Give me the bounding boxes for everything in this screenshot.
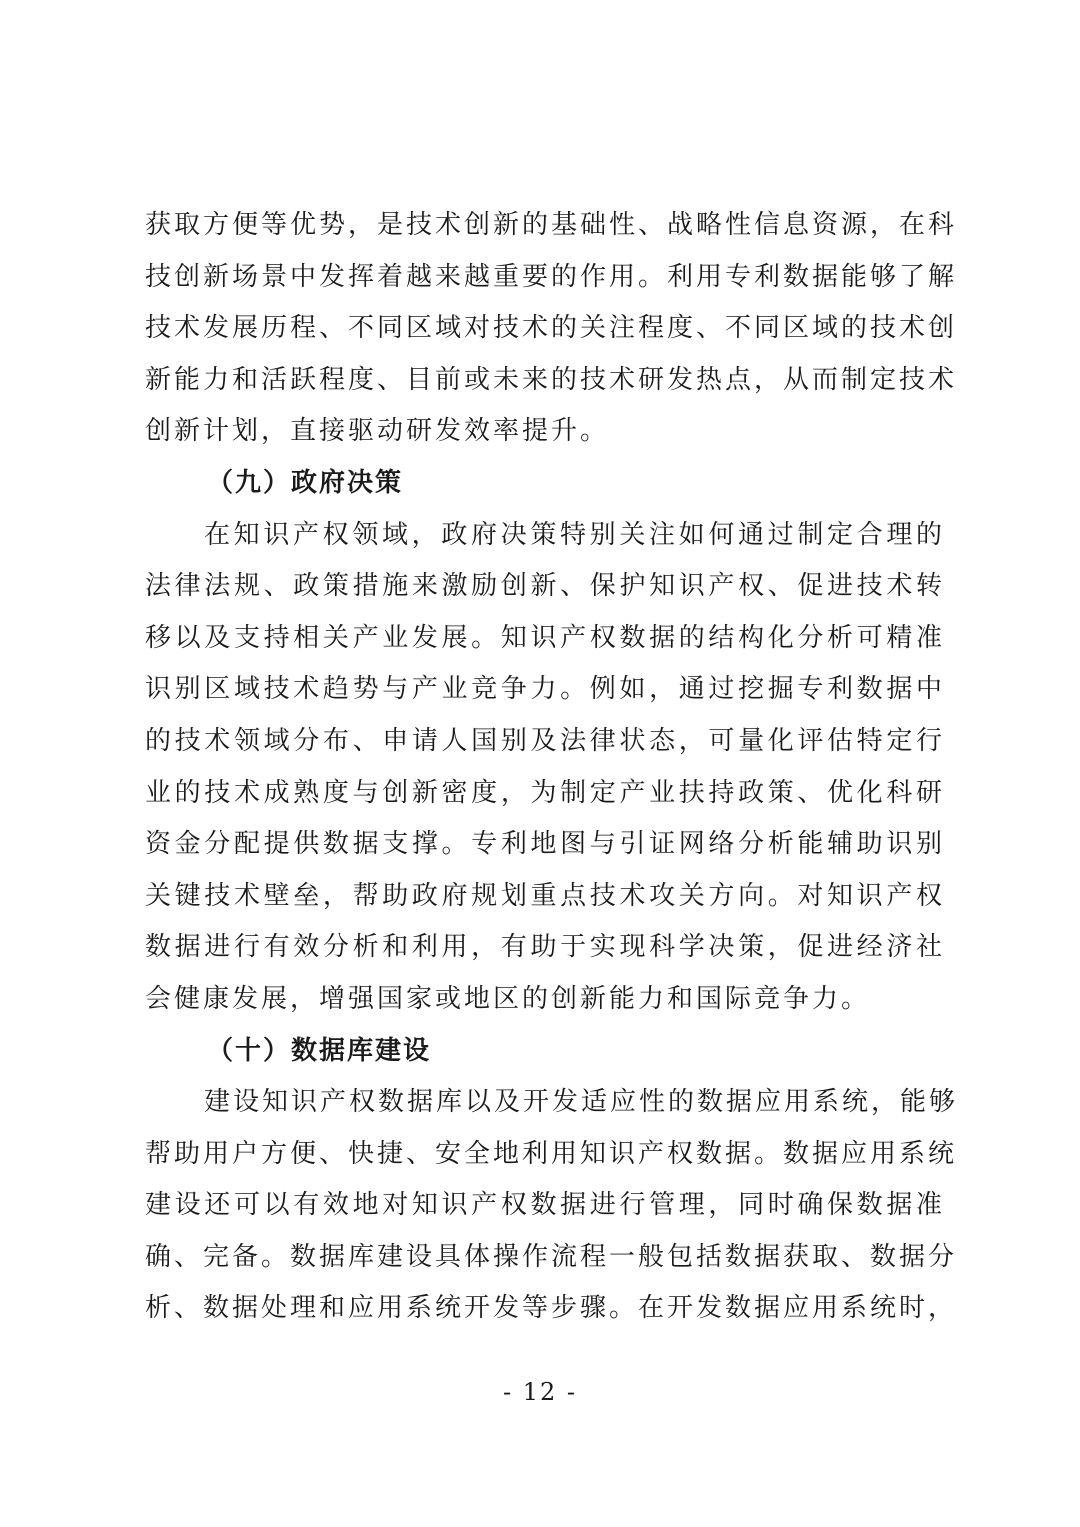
- paragraph-government-decision: [145, 510, 945, 1026]
- text-line: 新能力和活跃程度、目前或未来的技术研发热点，从而制定技术: [145, 364, 958, 395]
- text-line: 识别区域技术趋势与产业竞争力。例如，通过挖掘专利数据中: [145, 674, 945, 705]
- text-line: 析、数据处理和应用系统开发等步骤。在开发数据应用系统时，: [145, 1293, 958, 1324]
- section-heading-government-decision: （九）政府决策: [207, 467, 404, 498]
- text-line: 建设还可以有效地对知识产权数据进行管理，同时确保数据准: [145, 1190, 945, 1221]
- text-line: 创新计划，直接驱动研发效率提升。: [145, 416, 610, 447]
- text-line: 资金分配提供数据支撑。专利地图与引证网络分析能辅助识别: [145, 829, 945, 860]
- paragraph-database-construction: [145, 1077, 959, 1335]
- text-line: 确、完备。数据库建设具体操作流程一般包括数据获取、数据分: [145, 1241, 958, 1272]
- text-line: 的技术领域分布、申请人国别及法律状态，可量化评估特定行: [145, 725, 945, 756]
- text-line: 技创新场景中发挥着越来越重要的作用。利用专利数据能够了解: [145, 261, 958, 292]
- text-line: 会健康发展，增强国家或地区的创新能力和国际竞争力。: [145, 983, 871, 1014]
- paragraph-intro: [145, 200, 958, 458]
- text-line: 移以及支持相关产业发展。知识产权数据的结构化分析可精准: [145, 622, 945, 653]
- text-line: 数据进行有效分析和利用，有助于实现科学决策，促进经济社: [145, 932, 945, 963]
- text-line: 业的技术成熟度与创新密度，为制定产业扶持政策、优化科研: [145, 777, 945, 808]
- text-line: 建设知识产权数据库以及开发适应性的数据应用系统，能够: [204, 1087, 959, 1118]
- text-line: 关键技术壁垒，帮助政府规划重点技术攻关方向。对知识产权: [145, 880, 945, 911]
- text-line: 获取方便等优势，是技术创新的基础性、战略性信息资源，在科: [145, 210, 958, 240]
- text-line: 技术发展历程、不同区域对技术的关注程度、不同区域的技术创: [145, 313, 958, 344]
- text-line: 在知识产权领域，政府决策特别关注如何通过制定合理的: [204, 519, 945, 550]
- section-heading-database-construction: （十）数据库建设: [207, 1035, 432, 1066]
- text-line: 帮助用户方便、快捷、安全地利用知识产权数据。数据应用系统: [145, 1138, 958, 1169]
- body-text: [145, 200, 959, 1335]
- page-number: - 12 -: [502, 1378, 577, 1406]
- text-line: 法律法规、政策措施来激励创新、保护知识产权、促进技术转: [145, 571, 945, 602]
